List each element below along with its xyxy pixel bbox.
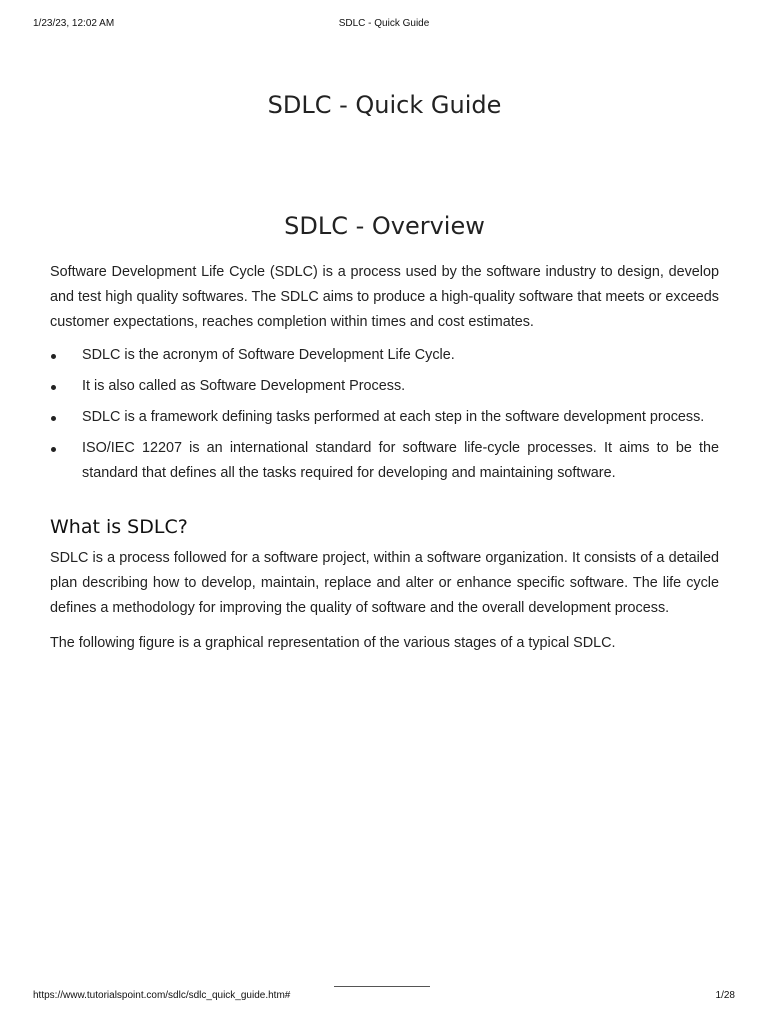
what-is-sdlc-heading: What is SDLC? xyxy=(50,516,188,538)
page-title: SDLC - Quick Guide xyxy=(267,91,502,119)
list-item xyxy=(82,405,719,430)
list-item xyxy=(82,436,719,486)
overview-bullet-list xyxy=(50,343,719,486)
print-date: 1/23/23, 12:02 AM xyxy=(33,18,115,29)
list-item-text: SDLC is the acronym of Software Development Life Cycle. xyxy=(82,347,455,363)
bullet-icon xyxy=(51,385,56,390)
print-header xyxy=(33,18,735,32)
list-item-text: It is also called as Software Development Process. xyxy=(82,378,406,394)
document-content xyxy=(50,88,719,656)
list-item xyxy=(82,374,719,399)
overview-heading: SDLC - Overview xyxy=(284,212,485,240)
bullet-icon xyxy=(51,416,56,421)
bullet-icon xyxy=(51,354,56,359)
print-url: https://www.tutorialspoint.com/sdlc/sdlc_quick_guide.htm# xyxy=(33,990,291,1001)
figure-intro-paragraph: The following figure is a graphical representation of the various stages of a typical SDLC. xyxy=(50,635,616,651)
print-title: SDLC - Quick Guide xyxy=(338,18,430,29)
print-footer xyxy=(33,990,735,1004)
what-is-sdlc-paragraph: SDLC is a process followed for a software project, within a software organization. It consists of a detailed plan describing how to develop, maintain, replace and alter or enhance specific software. The life cycle defines a methodology for improving the quality of software and the overall development process. xyxy=(50,550,719,616)
bullet-icon xyxy=(51,447,56,452)
footer-divider xyxy=(334,986,430,987)
list-item xyxy=(82,343,719,368)
page-number: 1/28 xyxy=(715,990,735,1001)
list-item-text: ISO/IEC 12207 is an international standard for software life-cycle processes. It aims to be the standard that defines all the tasks required for developing and maintaining software. xyxy=(82,440,719,481)
list-item-text: SDLC is a framework defining tasks performed at each step in the software development process. xyxy=(82,409,705,425)
overview-intro-paragraph: Software Development Life Cycle (SDLC) is a process used by the software industry to design, develop and test high quality softwares. The SDLC aims to produce a high-quality software that meets or exceeds customer expectations, reaches completion within times and cost estimates. xyxy=(50,264,719,330)
